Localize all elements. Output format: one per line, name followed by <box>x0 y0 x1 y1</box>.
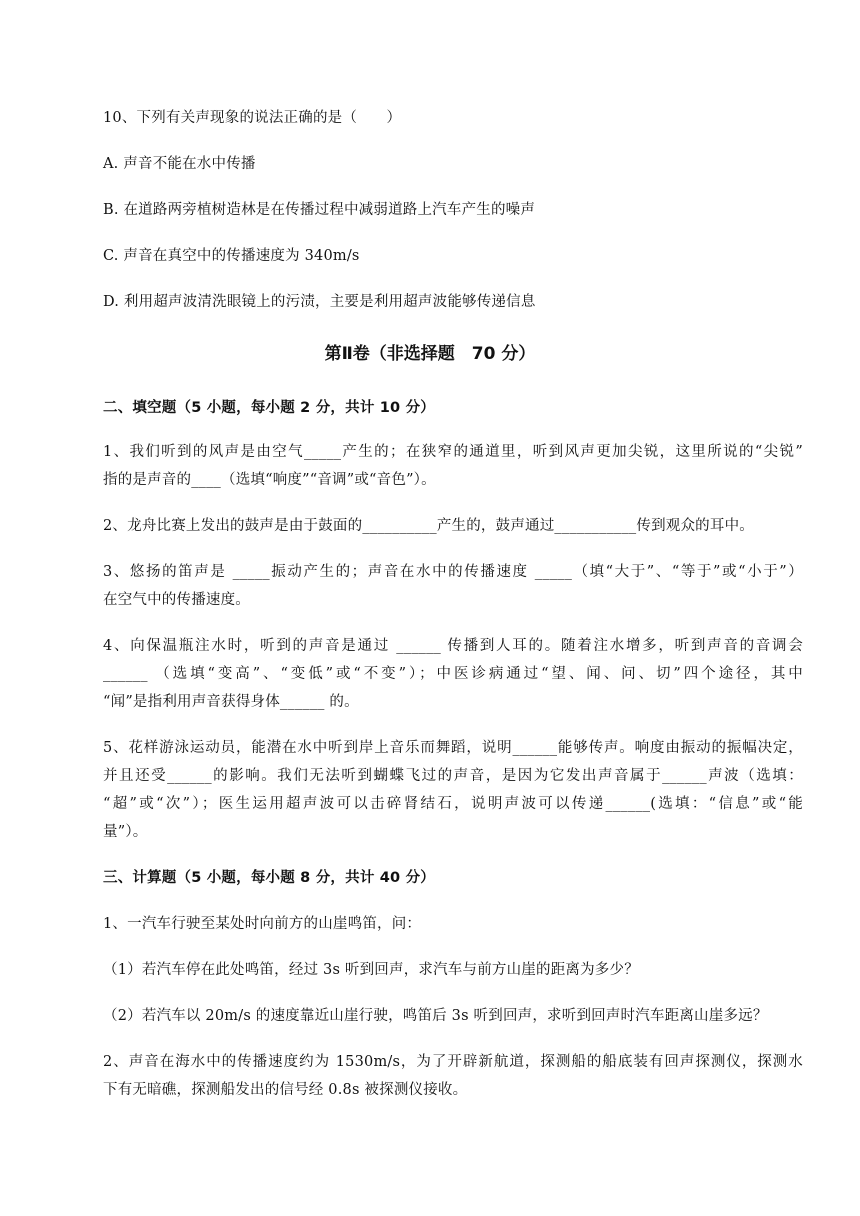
calc-q1-sub2: （2）若汽车以 20m/s 的速度靠近山崖行驶，鸣笛后 3s 听到回声，求听到回声时汽车距离山崖多远？ <box>103 1008 768 1024</box>
fill-q4-line1: 4、向保温瓶注水时，听到的声音是通过 ______ 传播到人耳的。随着注水增多，听到声音的音调会 <box>103 638 803 654</box>
q10-option-b: B. 在道路两旁植树造林是在传播过程中减弱道路上汽车产生的噪声 <box>103 202 536 218</box>
q10-option-d: D. 利用超声波清洗眼镜上的污渍，主要是利用超声波能够传递信息 <box>103 294 536 310</box>
fill-q4-line3: “闻”是指利用声音获得身体______ 的。 <box>103 694 359 710</box>
fill-q1-line2: 指的是声音的____（选填“响度”“音调”或“音色”）。 <box>103 472 436 488</box>
fill-section-header: 二、填空题（5 小题，每小题 2 分，共计 10 分） <box>103 400 435 416</box>
fill-q1-line1: 1、我们听到的风声是由空气_____产生的；在狭窄的通道里，听到风声更加尖锐，这里所说的“尖锐” <box>103 444 803 460</box>
q10-stem: 10、下列有关声现象的说法正确的是（ ） <box>103 110 402 126</box>
fill-q5-line4: 量”）。 <box>103 824 148 840</box>
q10-option-a: A. 声音不能在水中传播 <box>103 156 256 172</box>
q10-option-c: C. 声音在真空中的传播速度为 340m/s <box>103 248 360 264</box>
part2-title: 第Ⅱ卷（非选择题 70 分） <box>324 344 536 364</box>
fill-q5-line2: 并且还受______的影响。我们无法听到蝴蝶飞过的声音，是因为它发出声音属于______声波（选填： <box>103 768 803 784</box>
fill-q4-line2: ______ （选填“变高”、“变低”或“不变”）；中医诊病通过“望、闻、问、切”四个途径，其中 <box>103 666 803 682</box>
calc-q2-line1: 2、声音在海水中的传播速度约为 1530m/s，为了开辟新航道，探测船的船底装有回声探测仪，探测水 <box>103 1054 803 1070</box>
calc-q2-line2: 下有无暗礁，探测船发出的信号经 0.8s 被探测仪接收。 <box>103 1082 468 1098</box>
fill-q3-line1: 3、悠扬的笛声是 _____振动产生的；声音在水中的传播速度 _____（填“大于”、“等于”或“小于”） <box>103 564 803 580</box>
calc-section-header: 三、计算题（5 小题，每小题 8 分，共计 40 分） <box>103 870 435 886</box>
fill-q2-line1: 2、龙舟比赛上发出的鼓声是由于鼓面的__________产生的，鼓声通过___________传到观众的耳中。 <box>103 518 754 534</box>
calc-q1-sub1: （1）若汽车停在此处鸣笛，经过 3s 听到回声，求汽车与前方山崖的距离为多少？ <box>103 962 639 978</box>
fill-q3-line2: 在空气中的传播速度。 <box>103 592 250 608</box>
fill-q5-line3: “超”或“次”）；医生运用超声波可以击碎肾结石，说明声波可以传递______(选填：“信息”或“能 <box>103 796 803 812</box>
calc-q1-stem: 1、一汽车行驶至某处时向前方的山崖鸣笛，问： <box>103 916 422 932</box>
fill-q5-line1: 5、花样游泳运动员，能潜在水中听到岸上音乐而舞蹈，说明______能够传声。响度由振动的振幅决定， <box>103 740 803 756</box>
